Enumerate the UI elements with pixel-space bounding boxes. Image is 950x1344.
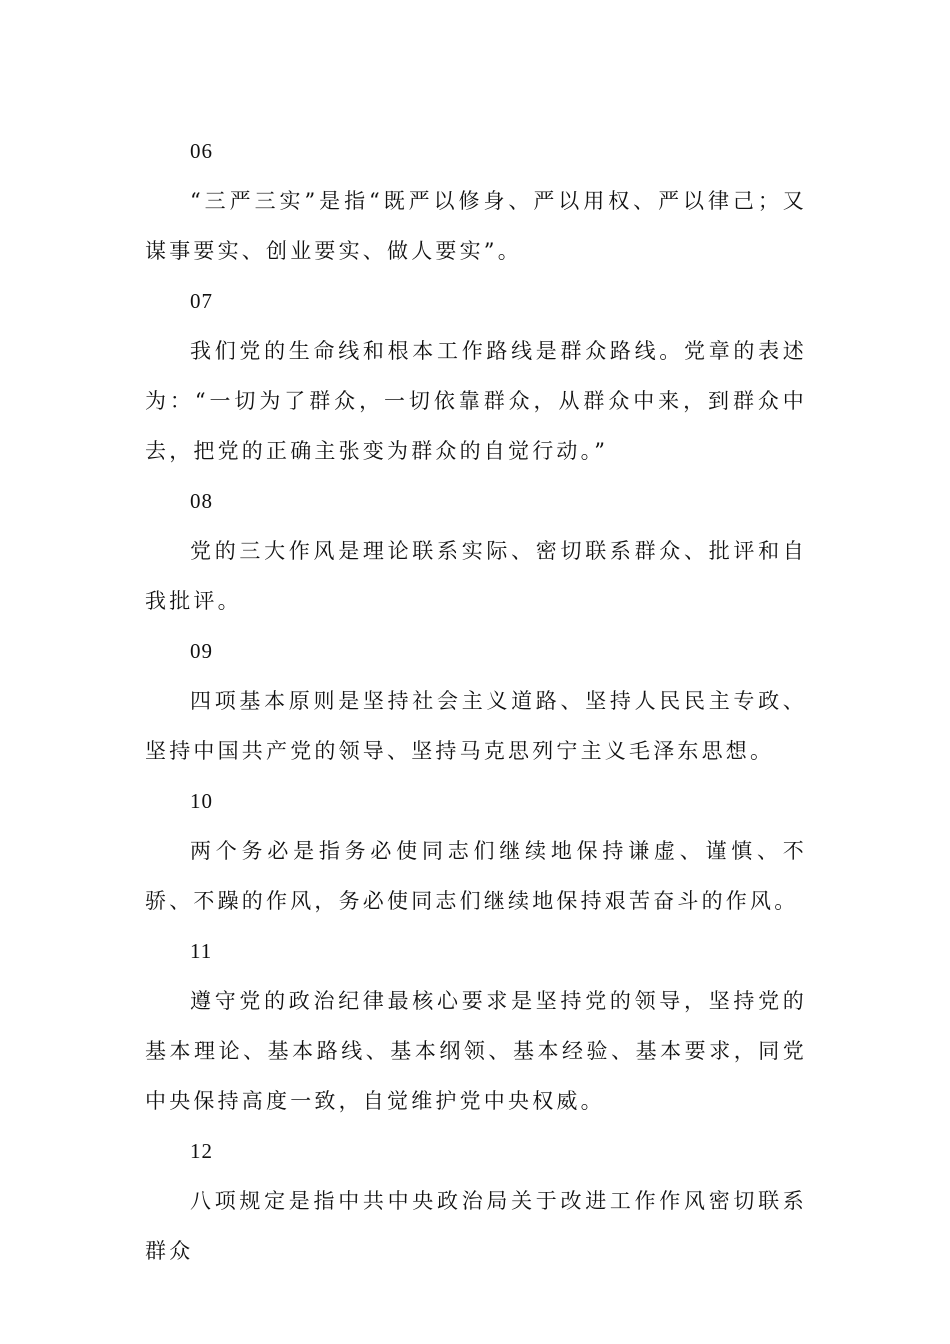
section-text-12: 八项规定是指中共中央政治局关于改进工作作风密切联系群众 — [145, 1189, 807, 1263]
section-text-08: 党的三大作风是理论联系实际、密切联系群众、批评和自我批评。 — [145, 539, 807, 613]
section-number-12: 12 — [190, 1139, 213, 1163]
section-text-07: 我们党的生命线和根本工作路线是群众路线。党章的表述为：“一切为了群众，一切依靠群众，从群众中来，到群众中去，把党的正确主张变为群众的自觉行动。” — [145, 339, 807, 463]
section-text-11: 遵守党的政治纪律最核心要求是坚持党的领导，坚持党的基本理论、基本路线、基本纲领、基本经验、基本要求，同党中央保持高度一致，自觉维护党中央权威。 — [145, 989, 807, 1113]
document-body — [145, 126, 807, 1263]
section-number-06: 06 — [190, 139, 213, 163]
section-text-09: 四项基本原则是坚持社会主义道路、坚持人民民主专政、坚持中国共产党的领导、坚持马克思列宁主义毛泽东思想。 — [145, 689, 807, 763]
section-text-06: “三严三实”是指“既严以修身、严以用权、严以律己；又谋事要实、创业要实、做人要实”。 — [145, 189, 807, 263]
section-number-07: 07 — [190, 289, 213, 313]
section-number-08: 08 — [190, 489, 213, 513]
section-number-10: 10 — [190, 789, 213, 813]
section-number-11: 11 — [190, 939, 213, 963]
section-text-10: 两个务必是指务必使同志们继续地保持谦虚、谨慎、不骄、不躁的作风，务必使同志们继续地保持艰苦奋斗的作风。 — [145, 839, 807, 913]
section-number-09: 09 — [190, 639, 213, 663]
